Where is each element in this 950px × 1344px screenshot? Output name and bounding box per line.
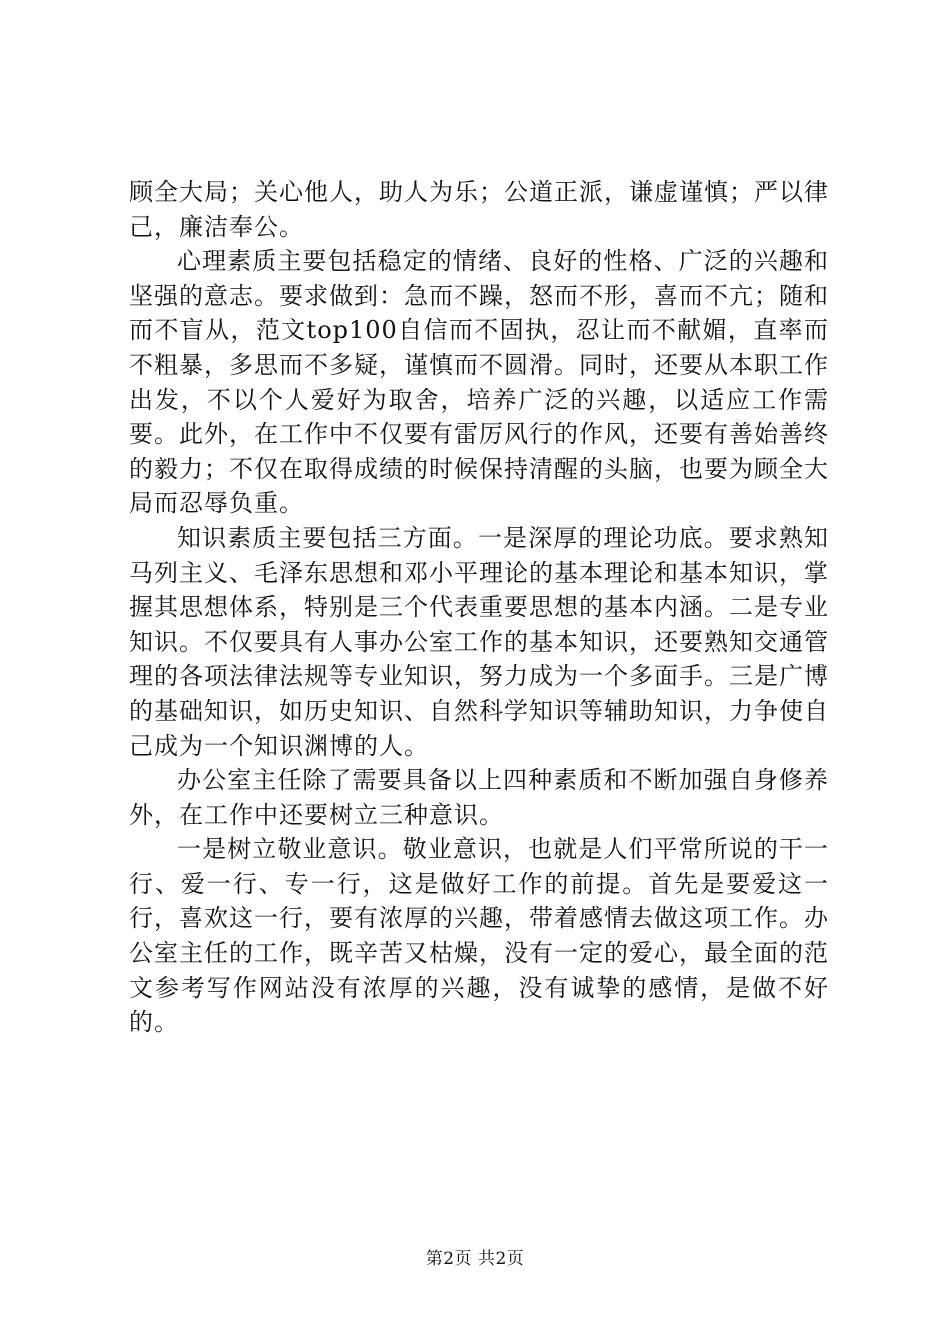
page-footer — [0, 1244, 950, 1269]
paragraph-1: 顾全大局；关心他人，助人为乐；公道正派，谦虚谨慎；严以律己，廉洁奉公。 — [129, 178, 829, 241]
document-body — [129, 175, 829, 1040]
paragraph-3: 知识素质主要包括三方面。一是深厚的理论功底。要求熟知马列主义、毛泽东思想和邓小平理论的基本理论和基本知识，掌握其思想体系，特别是三个代表重要思想的基本内涵。二是专业知识。不仅要具有人事办公室工作的基本知识，还要熟知交通管理的各项法律法规等专业知识，努力成为一个多面手。三是广博的基础知识，如历史知识、自然科学知识等辅助知识，力争使自己成为一个知识渊博的人。 — [129, 523, 829, 760]
paragraph-5: 一是树立敬业意识。敬业意识，也就是人们平常所说的干一行、爱一行、专一行，这是做好工作的前提。首先是要爱这一行，喜欢这一行，要有浓厚的兴趣，带着感情去做这项工作。办公室主任的工作，既辛苦又枯燥，没有一定的爱心，最全面的范文参考写作网站没有浓厚的兴趣，没有诚挚的感情，是做不好的。 — [129, 835, 829, 1037]
paragraph-2: 心理素质主要包括稳定的情绪、良好的性格、广泛的兴趣和坚强的意志。要求做到：急而不躁，怒而不形，喜而不亢；随和而不盲从，范文top100自信而不固执，忍让而不献媚，直率而不粗暴，多思而不多疑，谨慎而不圆滑。同时，还要从本职工作出发，不以个人爱好为取舍，培养广泛的兴趣，以适应工作需要。此外，在工作中不仅要有雷厉风行的作风，还要有善始善终的毅力；不仅在取得成绩的时候保持清醒的头脑，也要为顾全大局而忍辱负重。 — [129, 247, 829, 518]
paragraph-4: 办公室主任除了需要具备以上四种素质和不断加强自身修养外，在工作中还要树立三种意识。 — [129, 766, 829, 829]
page-number-label: 第2页 共2页 — [425, 1249, 525, 1269]
